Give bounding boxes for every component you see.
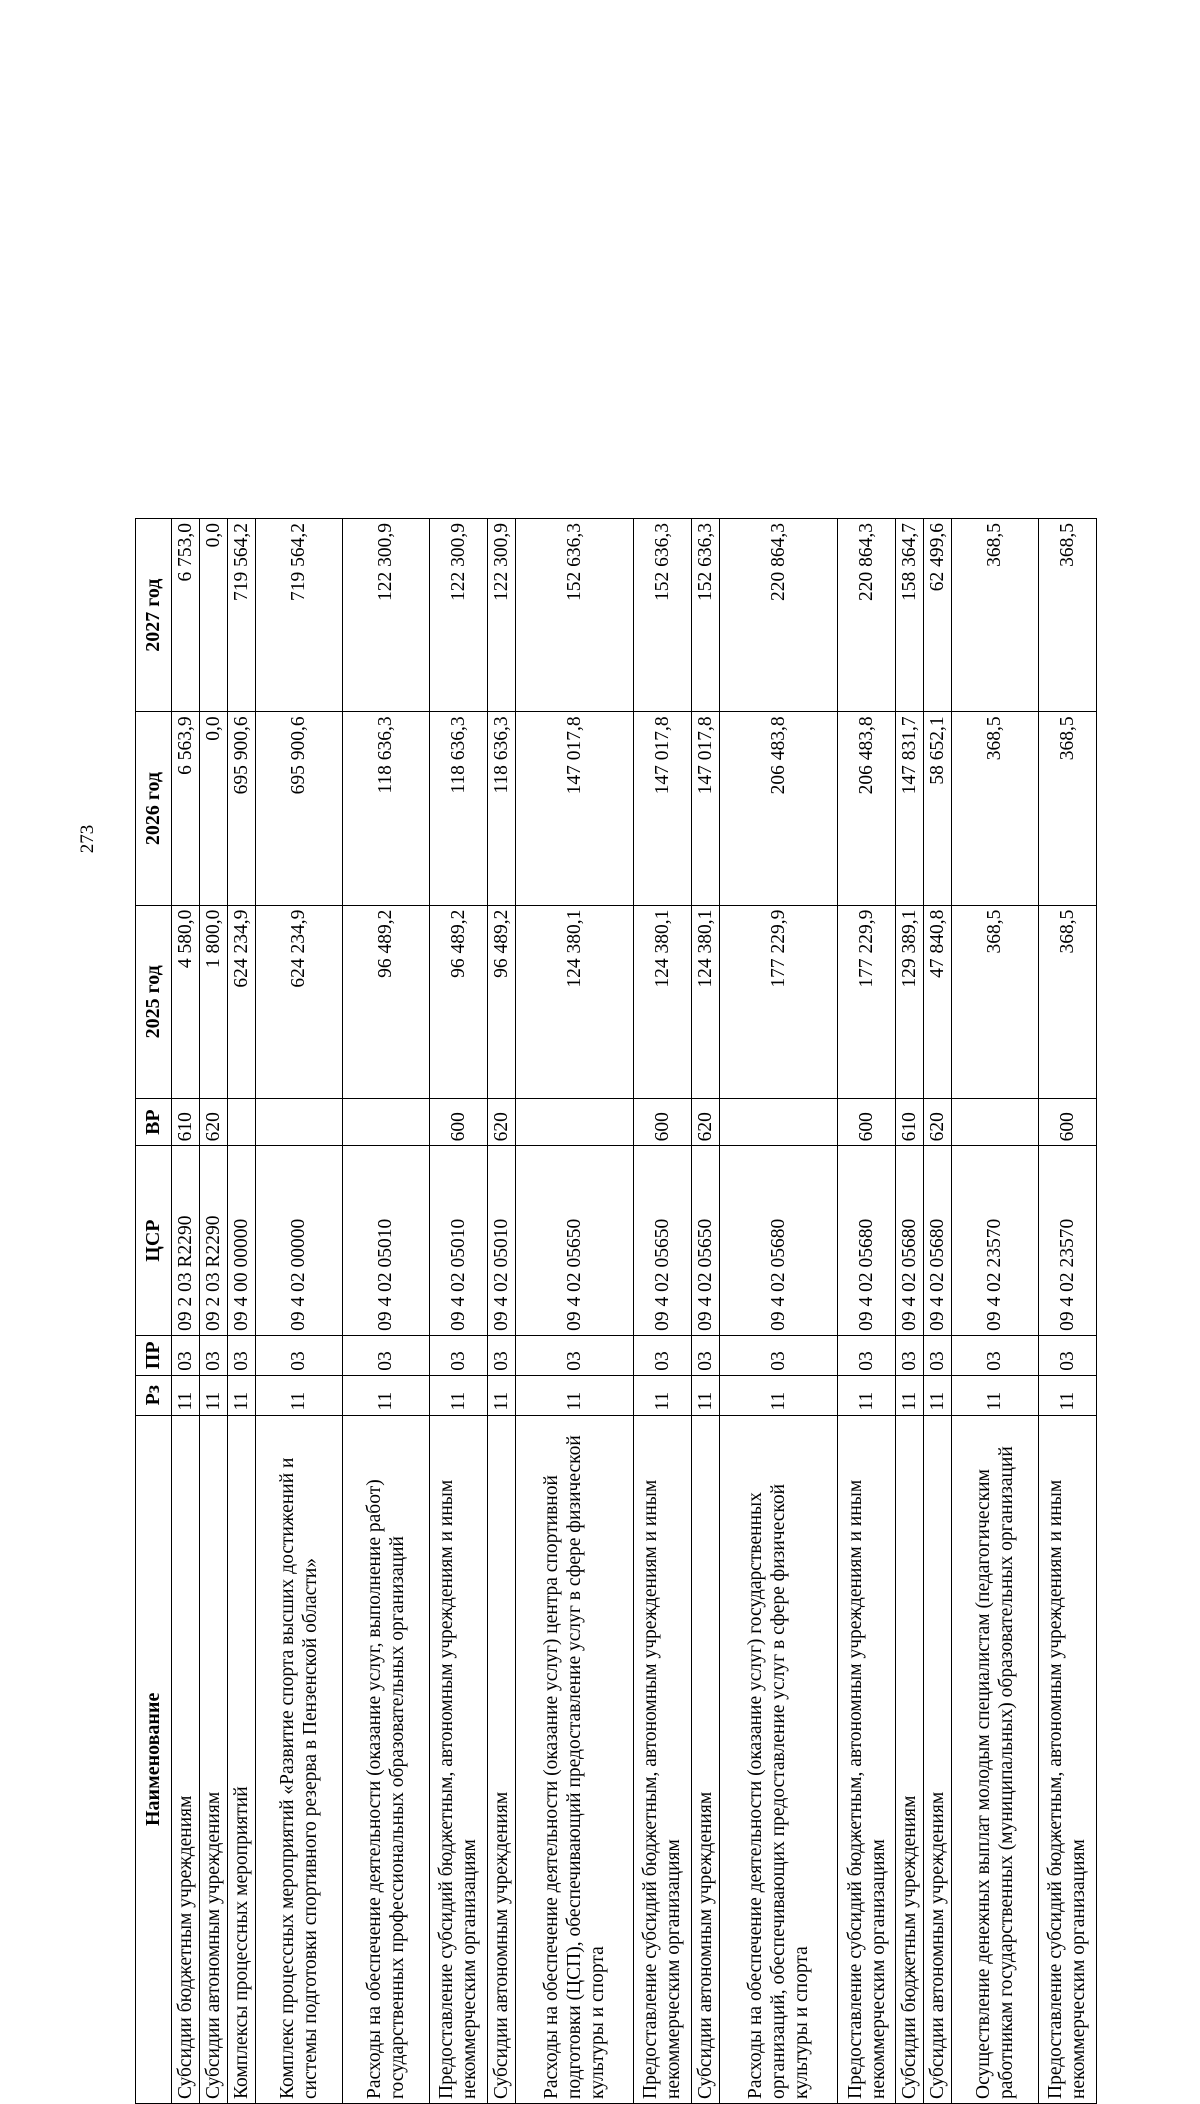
row-rz-cell: 11 — [255, 1375, 342, 1415]
row-rz-cell: 11 — [951, 1375, 1038, 1415]
row-2026-cell: 368,5 — [1038, 712, 1096, 905]
header-2026: 2026 год — [136, 712, 172, 905]
row-2026-cell: 368,5 — [951, 712, 1038, 905]
row-rz-cell: 11 — [691, 1375, 719, 1415]
row-vr-cell — [255, 1098, 342, 1145]
row-2027-cell: 368,5 — [951, 519, 1038, 712]
row-rz-cell: 11 — [429, 1375, 487, 1415]
row-2026-cell: 0,0 — [199, 712, 227, 905]
row-vr-cell: 600 — [429, 1098, 487, 1145]
row-rz-cell: 11 — [172, 1375, 200, 1415]
row-pr-cell: 03 — [515, 1335, 633, 1375]
row-vr-cell: 620 — [691, 1098, 719, 1145]
row-2025-cell: 96 489,2 — [342, 905, 429, 1098]
row-rz-cell: 11 — [838, 1375, 896, 1415]
row-2025-cell: 129 389,1 — [896, 905, 924, 1098]
row-2026-cell: 695 900,6 — [227, 712, 255, 905]
row-csr-cell: 09 4 02 00000 — [255, 1146, 342, 1336]
row-2025-cell: 47 840,8 — [923, 905, 951, 1098]
row-name-cell: Предоставление субсидий бюджетным, автономным учреждениям и иным некоммерческим организациям — [1038, 1415, 1096, 2103]
row-csr-cell: 09 4 02 05650 — [515, 1146, 633, 1336]
row-rz-cell: 11 — [923, 1375, 951, 1415]
row-2026-cell: 6 563,9 — [172, 712, 200, 905]
row-2027-cell: 152 636,3 — [691, 519, 719, 712]
table-row — [633, 519, 691, 2104]
row-2025-cell: 368,5 — [951, 905, 1038, 1098]
row-2027-cell: 152 636,3 — [515, 519, 633, 712]
header-name: Наименование — [136, 1415, 172, 2103]
row-name-cell: Расходы на обеспечение деятельности (оказание услуг) центра спортивной подготовки (ЦСП), обеспечивающий предоставление услуг в сфере физической культуры и спорта — [515, 1415, 633, 2103]
row-2026-cell: 206 483,8 — [838, 712, 896, 905]
page-number: 273 — [77, 824, 98, 854]
row-2025-cell: 4 580,0 — [172, 905, 200, 1098]
row-pr-cell: 03 — [691, 1335, 719, 1375]
row-2025-cell: 96 489,2 — [487, 905, 515, 1098]
row-2026-cell: 147 017,8 — [633, 712, 691, 905]
row-rz-cell: 11 — [633, 1375, 691, 1415]
row-vr-cell: 610 — [896, 1098, 924, 1145]
budget-table — [135, 518, 1097, 2104]
row-vr-cell: 600 — [1038, 1098, 1096, 1145]
row-2025-cell: 177 229,9 — [719, 905, 837, 1098]
header-vr: ВР — [136, 1098, 172, 1145]
row-pr-cell: 03 — [719, 1335, 837, 1375]
row-csr-cell: 09 4 02 05680 — [719, 1146, 837, 1336]
row-name-cell: Комплексы процессных мероприятий — [227, 1415, 255, 2103]
row-csr-cell: 09 4 02 05010 — [342, 1146, 429, 1336]
row-2026-cell: 58 652,1 — [923, 712, 951, 905]
row-rz-cell: 11 — [1038, 1375, 1096, 1415]
row-2027-cell: 719 564,2 — [227, 519, 255, 712]
row-pr-cell: 03 — [896, 1335, 924, 1375]
row-2025-cell: 124 380,1 — [633, 905, 691, 1098]
header-2027: 2027 год — [136, 519, 172, 712]
row-vr-cell — [515, 1098, 633, 1145]
row-2027-cell: 62 499,6 — [923, 519, 951, 712]
row-vr-cell: 620 — [487, 1098, 515, 1145]
table-row — [227, 519, 255, 2104]
row-2027-cell: 220 864,3 — [719, 519, 837, 712]
row-vr-cell: 600 — [838, 1098, 896, 1145]
table-row — [1038, 519, 1096, 2104]
row-2025-cell: 124 380,1 — [515, 905, 633, 1098]
budget-table-sheet — [135, 518, 1097, 2104]
table-body — [172, 519, 1097, 2104]
header-row — [136, 519, 172, 2104]
row-csr-cell: 09 4 02 05010 — [429, 1146, 487, 1336]
row-2025-cell: 368,5 — [1038, 905, 1096, 1098]
row-csr-cell: 09 4 02 23570 — [1038, 1146, 1096, 1336]
row-pr-cell: 03 — [227, 1335, 255, 1375]
header-2025: 2025 год — [136, 905, 172, 1098]
row-rz-cell: 11 — [515, 1375, 633, 1415]
row-name-cell: Комплекс процессных мероприятий «Развитие спорта высших достижений и системы подготовки спортивного резерва в Пензенской области» — [255, 1415, 342, 2103]
row-2027-cell: 122 300,9 — [487, 519, 515, 712]
row-pr-cell: 03 — [838, 1335, 896, 1375]
table-row — [691, 519, 719, 2104]
row-vr-cell — [951, 1098, 1038, 1145]
row-2025-cell: 177 229,9 — [838, 905, 896, 1098]
table-row — [896, 519, 924, 2104]
row-2026-cell: 695 900,6 — [255, 712, 342, 905]
header-csr: ЦСР — [136, 1146, 172, 1336]
table-row — [199, 519, 227, 2104]
table-row — [838, 519, 896, 2104]
row-vr-cell — [719, 1098, 837, 1145]
row-2026-cell: 147 831,7 — [896, 712, 924, 905]
row-2025-cell: 624 234,9 — [227, 905, 255, 1098]
row-rz-cell: 11 — [342, 1375, 429, 1415]
row-name-cell: Субсидии автономным учреждениям — [691, 1415, 719, 2103]
row-name-cell: Субсидии бюджетным учреждениям — [172, 1415, 200, 2103]
row-vr-cell: 610 — [172, 1098, 200, 1145]
row-2026-cell: 147 017,8 — [691, 712, 719, 905]
row-pr-cell: 03 — [429, 1335, 487, 1375]
row-2025-cell: 96 489,2 — [429, 905, 487, 1098]
row-name-cell: Осуществление денежных выплат молодым специалистам (педагогическим работникам государственных (муниципальных) образовательных организаций — [951, 1415, 1038, 2103]
row-2027-cell: 158 364,7 — [896, 519, 924, 712]
row-2026-cell: 118 636,3 — [342, 712, 429, 905]
row-csr-cell: 09 4 02 05680 — [896, 1146, 924, 1336]
row-csr-cell: 09 4 02 05680 — [923, 1146, 951, 1336]
row-vr-cell: 620 — [923, 1098, 951, 1145]
row-pr-cell: 03 — [199, 1335, 227, 1375]
row-rz-cell: 11 — [896, 1375, 924, 1415]
row-pr-cell: 03 — [923, 1335, 951, 1375]
header-rz: Рз — [136, 1375, 172, 1415]
row-vr-cell — [342, 1098, 429, 1145]
row-csr-cell: 09 2 03 R2290 — [172, 1146, 200, 1336]
row-rz-cell: 11 — [199, 1375, 227, 1415]
row-2027-cell: 0,0 — [199, 519, 227, 712]
row-csr-cell: 09 4 00 00000 — [227, 1146, 255, 1336]
row-2027-cell: 122 300,9 — [342, 519, 429, 712]
row-csr-cell: 09 4 02 23570 — [951, 1146, 1038, 1336]
table-row — [429, 519, 487, 2104]
row-pr-cell: 03 — [951, 1335, 1038, 1375]
row-vr-cell: 620 — [199, 1098, 227, 1145]
row-pr-cell: 03 — [633, 1335, 691, 1375]
table-row — [342, 519, 429, 2104]
row-pr-cell: 03 — [172, 1335, 200, 1375]
row-csr-cell: 09 4 02 05650 — [633, 1146, 691, 1336]
row-2027-cell: 368,5 — [1038, 519, 1096, 712]
row-name-cell: Субсидии автономным учреждениям — [487, 1415, 515, 2103]
row-name-cell: Субсидии автономным учреждениям — [199, 1415, 227, 2103]
row-rz-cell: 11 — [227, 1375, 255, 1415]
row-2025-cell: 124 380,1 — [691, 905, 719, 1098]
table-row — [923, 519, 951, 2104]
row-name-cell: Предоставление субсидий бюджетным, автономным учреждениям и иным некоммерческим организациям — [838, 1415, 896, 2103]
row-vr-cell: 600 — [633, 1098, 691, 1145]
table-row — [515, 519, 633, 2104]
table-row — [951, 519, 1038, 2104]
row-2027-cell: 719 564,2 — [255, 519, 342, 712]
row-2026-cell: 147 017,8 — [515, 712, 633, 905]
table-row — [255, 519, 342, 2104]
table-row — [172, 519, 200, 2104]
header-pr: ПР — [136, 1335, 172, 1375]
row-2025-cell: 624 234,9 — [255, 905, 342, 1098]
table-row — [719, 519, 837, 2104]
row-2026-cell: 206 483,8 — [719, 712, 837, 905]
row-2027-cell: 122 300,9 — [429, 519, 487, 712]
row-csr-cell: 09 4 02 05010 — [487, 1146, 515, 1336]
row-2027-cell: 220 864,3 — [838, 519, 896, 712]
row-rz-cell: 11 — [719, 1375, 837, 1415]
row-2025-cell: 1 800,0 — [199, 905, 227, 1098]
row-rz-cell: 11 — [487, 1375, 515, 1415]
row-name-cell: Субсидии бюджетным учреждениям — [896, 1415, 924, 2103]
row-2027-cell: 6 753,0 — [172, 519, 200, 712]
row-csr-cell: 09 2 03 R2290 — [199, 1146, 227, 1336]
row-pr-cell: 03 — [342, 1335, 429, 1375]
row-vr-cell — [227, 1098, 255, 1145]
row-2027-cell: 152 636,3 — [633, 519, 691, 712]
row-pr-cell: 03 — [255, 1335, 342, 1375]
row-pr-cell: 03 — [1038, 1335, 1096, 1375]
row-name-cell: Расходы на обеспечение деятельности (оказание услуг, выполнение работ) государственных профессиональных образовательных организаций — [342, 1415, 429, 2103]
row-csr-cell: 09 4 02 05650 — [691, 1146, 719, 1336]
table-row — [487, 519, 515, 2104]
row-name-cell: Субсидии автономным учреждениям — [923, 1415, 951, 2103]
row-2026-cell: 118 636,3 — [487, 712, 515, 905]
row-name-cell: Предоставление субсидий бюджетным, автономным учреждениям и иным некоммерческим организациям — [633, 1415, 691, 2103]
row-2026-cell: 118 636,3 — [429, 712, 487, 905]
row-name-cell: Предоставление субсидий бюджетным, автономным учреждениям и иным некоммерческим организациям — [429, 1415, 487, 2103]
row-name-cell: Расходы на обеспечение деятельности (оказание услуг) государственных организаций, обеспечивающих предоставление услуг в сфере физической культуры и спорта — [719, 1415, 837, 2103]
row-csr-cell: 09 4 02 05680 — [838, 1146, 896, 1336]
row-pr-cell: 03 — [487, 1335, 515, 1375]
